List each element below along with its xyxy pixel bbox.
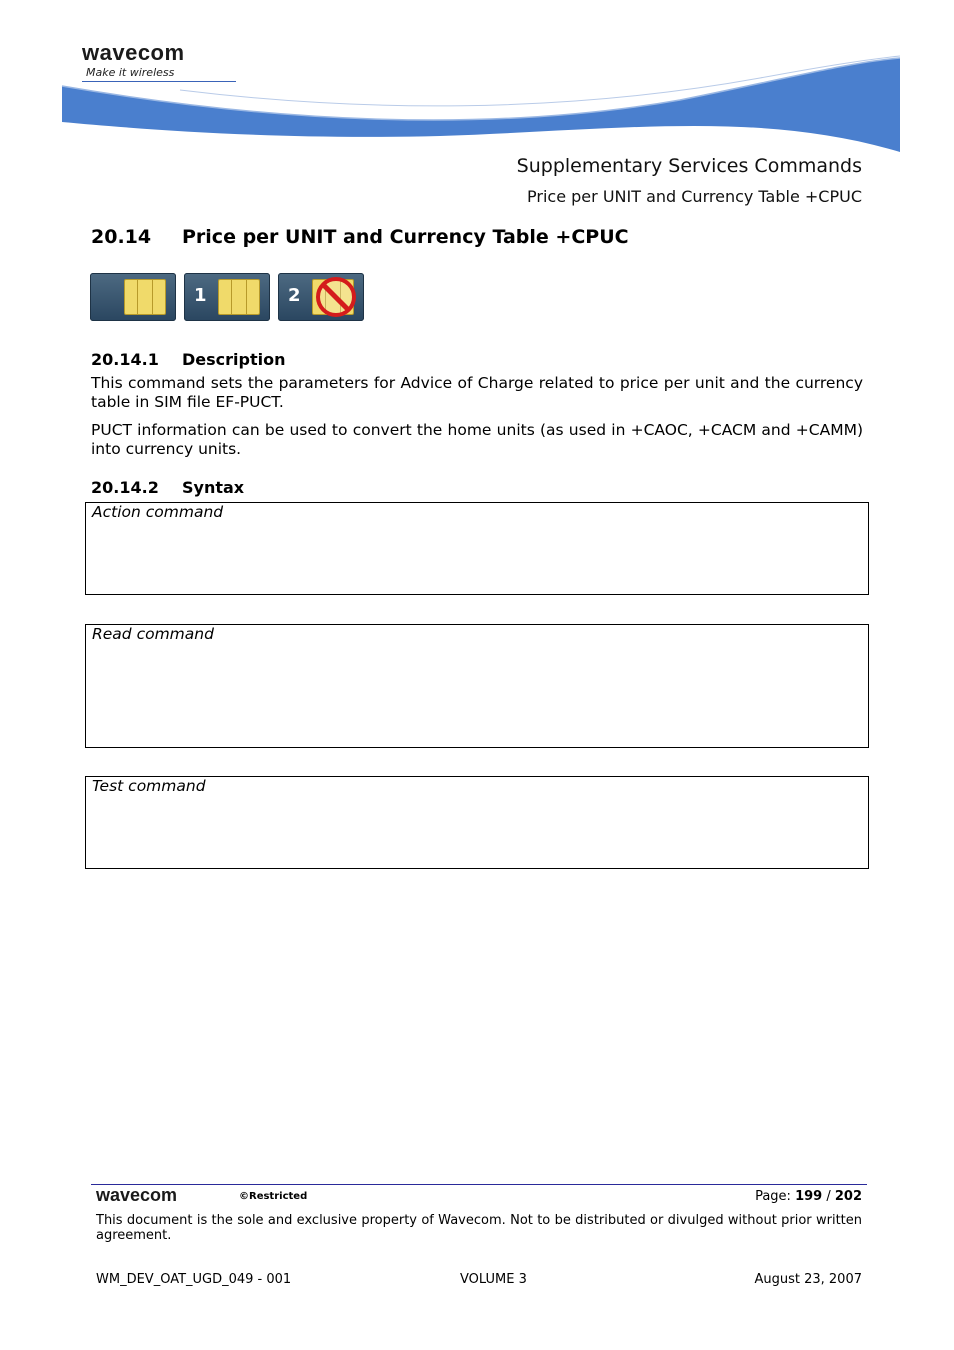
sim-chip-icon: [218, 279, 260, 315]
description-paragraph-1: This command sets the parameters for Advice of Charge related to price per unit and the currency table in SIM file EF-PUCT.: [91, 374, 863, 411]
description-paragraph-2: PUCT information can be used to convert the home units (as used in +CAOC, +CACM and +CAMM) into currency units.: [91, 421, 863, 458]
document-id: WM_DEV_OAT_UGD_049 - 001: [96, 1272, 292, 1287]
legal-notice: This document is the sole and exclusive property of Wavecom. Not to be distributed or divulged without prior written agreement.: [96, 1213, 862, 1243]
sim-card-1-icon: [184, 273, 270, 321]
wavecom-logo: wavecom: [82, 40, 185, 65]
header-swoosh-graphic: [60, 50, 902, 160]
volume-label: VOLUME 3: [460, 1272, 527, 1287]
read-command-label: Read command: [92, 625, 214, 643]
sim-number-label: 2: [288, 285, 301, 306]
action-command-box: [85, 502, 869, 595]
page-separator: /: [822, 1189, 835, 1204]
syntax-number: 20.14.2: [91, 478, 159, 497]
logo-tagline: Make it wireless: [86, 66, 175, 79]
chapter-title: Supplementary Services Commands: [516, 155, 862, 177]
description-number: 20.14.1: [91, 350, 159, 369]
description-heading: Description: [182, 350, 286, 369]
section-title: Price per UNIT and Currency Table +CPUC: [182, 226, 629, 248]
footer-rule: [91, 1184, 867, 1185]
read-command-box: [85, 624, 869, 748]
restricted-label: ©Restricted: [239, 1191, 308, 1202]
document-date: August 23, 2007: [754, 1272, 862, 1287]
syntax-heading: Syntax: [182, 478, 245, 497]
sim-card-icon: [90, 273, 176, 321]
sim-card-2-forbidden-icon: [278, 273, 364, 321]
forbidden-icon: [316, 277, 356, 317]
section-number: 20.14: [91, 226, 152, 248]
page-label: Page:: [755, 1189, 791, 1204]
test-command-label: Test command: [92, 777, 206, 795]
page-indicator: [755, 1189, 862, 1204]
test-command-box: [85, 776, 869, 869]
footer-wavecom-logo: wavecom: [96, 1185, 178, 1205]
page-current: 199: [795, 1189, 823, 1204]
action-command-label: Action command: [92, 503, 224, 521]
sim-chip-icon: [124, 279, 166, 315]
page-total: 202: [834, 1189, 862, 1204]
sim-number-label: 1: [194, 285, 207, 306]
section-reference: Price per UNIT and Currency Table +CPUC: [527, 187, 862, 206]
